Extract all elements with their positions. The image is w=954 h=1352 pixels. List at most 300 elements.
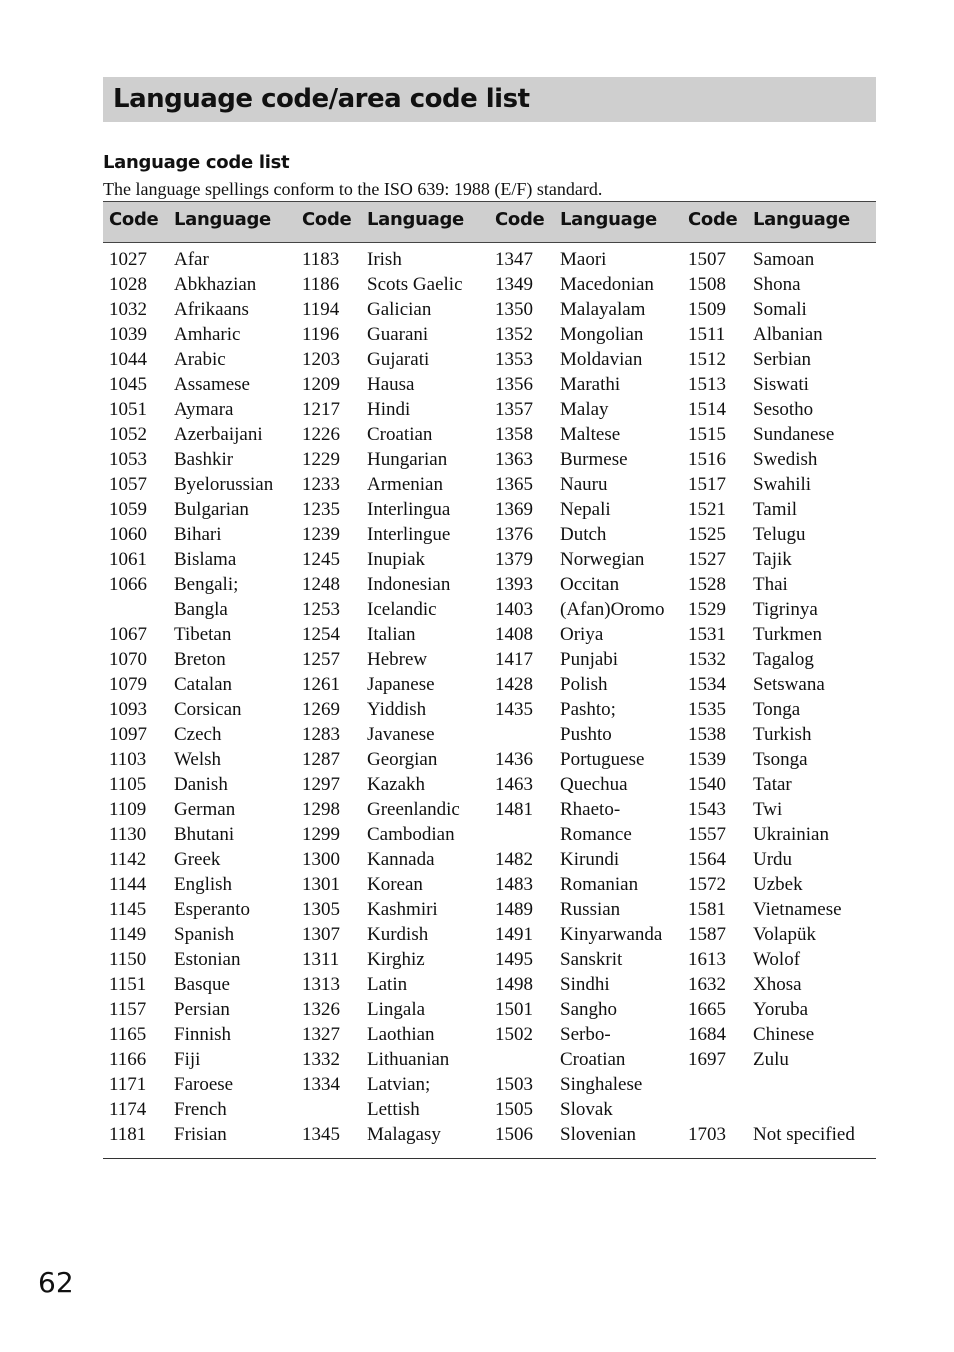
code-cell: 1491 bbox=[495, 924, 533, 945]
code-cell: 1501 bbox=[495, 999, 533, 1020]
code-cell: 1463 bbox=[495, 774, 533, 795]
language-cell: Hungarian bbox=[367, 449, 448, 470]
code-cell: 1044 bbox=[109, 349, 147, 370]
table-row bbox=[103, 297, 876, 322]
table-row bbox=[103, 672, 876, 697]
language-cell: Burmese bbox=[560, 449, 628, 470]
language-cell: Croatian bbox=[367, 424, 433, 445]
code-cell: 1144 bbox=[109, 874, 147, 895]
language-cell: Kirghiz bbox=[367, 949, 425, 970]
table-row bbox=[103, 647, 876, 672]
code-cell: 1376 bbox=[495, 524, 533, 545]
language-cell: Lithuanian bbox=[367, 1049, 450, 1070]
code-cell: 1327 bbox=[302, 1024, 340, 1045]
language-cell: Interlingua bbox=[367, 499, 451, 520]
code-cell: 1684 bbox=[688, 1024, 726, 1045]
code-cell: 1332 bbox=[302, 1049, 340, 1070]
table-row bbox=[103, 547, 876, 572]
code-cell: 1436 bbox=[495, 749, 533, 770]
language-cell: Wolof bbox=[753, 949, 801, 970]
language-cell: Thai bbox=[753, 574, 788, 595]
language-cell: Xhosa bbox=[753, 974, 802, 995]
table-row bbox=[103, 322, 876, 347]
code-cell: 1345 bbox=[302, 1124, 340, 1145]
language-cell: Welsh bbox=[174, 749, 222, 770]
language-cell: Swedish bbox=[753, 449, 818, 470]
code-cell: 1157 bbox=[109, 999, 147, 1020]
code-cell: 1196 bbox=[302, 324, 340, 345]
table-row bbox=[103, 922, 876, 947]
code-cell: 1326 bbox=[302, 999, 340, 1020]
language-cell: Corsican bbox=[174, 699, 242, 720]
code-cell: 1538 bbox=[688, 724, 726, 745]
language-cell: Kurdish bbox=[367, 924, 429, 945]
code-cell: 1357 bbox=[495, 399, 533, 420]
language-cell: Frisian bbox=[174, 1124, 227, 1145]
code-cell: 1540 bbox=[688, 774, 726, 795]
code-cell: 1283 bbox=[302, 724, 340, 745]
code-cell: 1489 bbox=[495, 899, 533, 920]
table-row bbox=[103, 1072, 876, 1097]
code-cell: 1483 bbox=[495, 874, 533, 895]
code-cell: 1070 bbox=[109, 649, 147, 670]
language-cell: Galician bbox=[367, 299, 432, 320]
header-language: Language bbox=[174, 209, 271, 230]
table-row bbox=[103, 822, 876, 847]
language-cell: Swahili bbox=[753, 474, 812, 495]
code-cell: 1269 bbox=[302, 699, 340, 720]
language-cell: Vietnamese bbox=[753, 899, 842, 920]
language-cell: Punjabi bbox=[560, 649, 619, 670]
code-cell: 1239 bbox=[302, 524, 340, 545]
code-cell: 1300 bbox=[302, 849, 340, 870]
code-cell: 1203 bbox=[302, 349, 340, 370]
language-cell: Malay bbox=[560, 399, 609, 420]
language-cell: Persian bbox=[174, 999, 230, 1020]
code-cell: 1564 bbox=[688, 849, 726, 870]
language-cell: Kazakh bbox=[367, 774, 426, 795]
code-cell: 1103 bbox=[109, 749, 147, 770]
language-cell: Albanian bbox=[753, 324, 823, 345]
code-cell: 1181 bbox=[109, 1124, 147, 1145]
language-cell: English bbox=[174, 874, 233, 895]
code-cell: 1059 bbox=[109, 499, 147, 520]
language-cell: Gujarati bbox=[367, 349, 430, 370]
language-cell: French bbox=[174, 1099, 227, 1120]
code-cell: 1183 bbox=[302, 249, 340, 270]
code-cell: 1697 bbox=[688, 1049, 726, 1070]
language-cell: Telugu bbox=[753, 524, 806, 545]
code-cell: 1482 bbox=[495, 849, 533, 870]
code-cell: 1248 bbox=[302, 574, 340, 595]
code-cell: 1311 bbox=[302, 949, 340, 970]
table-row bbox=[103, 897, 876, 922]
code-cell: 1061 bbox=[109, 549, 147, 570]
code-cell: 1403 bbox=[495, 599, 533, 620]
code-cell: 1298 bbox=[302, 799, 340, 820]
language-cell: Pushto bbox=[560, 724, 612, 745]
table-row bbox=[103, 347, 876, 372]
language-cell: Bhutani bbox=[174, 824, 235, 845]
code-cell: 1313 bbox=[302, 974, 340, 995]
language-cell: Bengali; bbox=[174, 574, 239, 595]
code-cell: 1297 bbox=[302, 774, 340, 795]
language-cell: Kashmiri bbox=[367, 899, 438, 920]
table-row bbox=[103, 272, 876, 297]
table-row bbox=[103, 572, 876, 597]
language-cell: Not specified bbox=[753, 1124, 855, 1145]
language-cell: Spanish bbox=[174, 924, 235, 945]
table-row bbox=[103, 497, 876, 522]
table-row bbox=[103, 1097, 876, 1122]
language-cell: Georgian bbox=[367, 749, 438, 770]
language-cell: German bbox=[174, 799, 236, 820]
code-cell: 1093 bbox=[109, 699, 147, 720]
language-cell: Assamese bbox=[174, 374, 250, 395]
language-cell: Serbian bbox=[753, 349, 812, 370]
language-cell: Slovenian bbox=[560, 1124, 636, 1145]
language-code-table bbox=[103, 201, 876, 1159]
code-cell: 1067 bbox=[109, 624, 147, 645]
language-cell: Sangho bbox=[560, 999, 617, 1020]
code-cell: 1060 bbox=[109, 524, 147, 545]
table-row bbox=[103, 447, 876, 472]
code-cell: 1057 bbox=[109, 474, 147, 495]
code-cell: 1365 bbox=[495, 474, 533, 495]
language-cell: Tamil bbox=[753, 499, 798, 520]
code-cell: 1508 bbox=[688, 274, 726, 295]
language-cell: Croatian bbox=[560, 1049, 626, 1070]
table-row bbox=[103, 522, 876, 547]
code-cell: 1356 bbox=[495, 374, 533, 395]
code-cell: 1299 bbox=[302, 824, 340, 845]
title-bar bbox=[103, 77, 876, 122]
language-cell: Turkmen bbox=[753, 624, 822, 645]
language-cell: Serbo- bbox=[560, 1024, 611, 1045]
language-cell: Estonian bbox=[174, 949, 241, 970]
language-cell: Arabic bbox=[174, 349, 226, 370]
language-cell: Bislama bbox=[174, 549, 237, 570]
header-code: Code bbox=[495, 209, 545, 230]
language-cell: Rhaeto- bbox=[560, 799, 621, 820]
code-cell: 1581 bbox=[688, 899, 726, 920]
language-cell: Malayalam bbox=[560, 299, 646, 320]
language-cell: Tajik bbox=[753, 549, 792, 570]
code-cell: 1352 bbox=[495, 324, 533, 345]
code-cell: 1428 bbox=[495, 674, 533, 695]
table-row bbox=[103, 472, 876, 497]
table-row bbox=[103, 747, 876, 772]
language-cell: Maltese bbox=[560, 424, 621, 445]
language-cell: Russian bbox=[560, 899, 621, 920]
header-code: Code bbox=[109, 209, 159, 230]
table-row bbox=[103, 247, 876, 272]
table-row bbox=[103, 1022, 876, 1047]
header-language: Language bbox=[560, 209, 657, 230]
language-cell: Catalan bbox=[174, 674, 233, 695]
code-cell: 1334 bbox=[302, 1074, 340, 1095]
table-row bbox=[103, 797, 876, 822]
language-cell: Basque bbox=[174, 974, 230, 995]
language-cell: Romance bbox=[560, 824, 632, 845]
code-cell: 1165 bbox=[109, 1024, 147, 1045]
code-cell: 1079 bbox=[109, 674, 147, 695]
code-cell: 1194 bbox=[302, 299, 340, 320]
language-cell: (Afan)Oromo bbox=[560, 599, 665, 620]
language-cell: Occitan bbox=[560, 574, 620, 595]
language-cell: Yiddish bbox=[367, 699, 427, 720]
section-title: Language code list bbox=[103, 152, 290, 173]
code-cell: 1229 bbox=[302, 449, 340, 470]
code-cell: 1051 bbox=[109, 399, 147, 420]
code-cell: 1512 bbox=[688, 349, 726, 370]
language-cell: Korean bbox=[367, 874, 423, 895]
language-cell: Interlingue bbox=[367, 524, 451, 545]
code-cell: 1525 bbox=[688, 524, 726, 545]
table-row bbox=[103, 872, 876, 897]
language-cell: Maori bbox=[560, 249, 607, 270]
language-cell: Breton bbox=[174, 649, 226, 670]
code-cell: 1217 bbox=[302, 399, 340, 420]
code-cell: 1039 bbox=[109, 324, 147, 345]
code-cell: 1174 bbox=[109, 1099, 147, 1120]
code-cell: 1032 bbox=[109, 299, 147, 320]
code-cell: 1151 bbox=[109, 974, 147, 995]
language-cell: Azerbaijani bbox=[174, 424, 263, 445]
language-cell: Bihari bbox=[174, 524, 222, 545]
code-cell: 1514 bbox=[688, 399, 726, 420]
code-cell: 1516 bbox=[688, 449, 726, 470]
code-cell: 1379 bbox=[495, 549, 533, 570]
code-cell: 1254 bbox=[302, 624, 340, 645]
language-cell: Esperanto bbox=[174, 899, 250, 920]
code-cell: 1532 bbox=[688, 649, 726, 670]
code-cell: 1517 bbox=[688, 474, 726, 495]
language-cell: Hausa bbox=[367, 374, 415, 395]
language-cell: Siswati bbox=[753, 374, 809, 395]
language-cell: Tatar bbox=[753, 774, 792, 795]
code-cell: 1363 bbox=[495, 449, 533, 470]
code-cell: 1506 bbox=[495, 1124, 533, 1145]
language-cell: Sindhi bbox=[560, 974, 610, 995]
language-cell: Norwegian bbox=[560, 549, 645, 570]
code-cell: 1350 bbox=[495, 299, 533, 320]
language-cell: Tagalog bbox=[753, 649, 814, 670]
code-cell: 1535 bbox=[688, 699, 726, 720]
code-cell: 1495 bbox=[495, 949, 533, 970]
code-cell: 1287 bbox=[302, 749, 340, 770]
code-cell: 1349 bbox=[495, 274, 533, 295]
language-cell: Afrikaans bbox=[174, 299, 249, 320]
language-cell: Abkhazian bbox=[174, 274, 257, 295]
table-row bbox=[103, 422, 876, 447]
language-cell: Twi bbox=[753, 799, 783, 820]
code-cell: 1307 bbox=[302, 924, 340, 945]
code-cell: 1052 bbox=[109, 424, 147, 445]
language-cell: Oriya bbox=[560, 624, 604, 645]
language-cell: Uzbek bbox=[753, 874, 803, 895]
language-cell: Shona bbox=[753, 274, 801, 295]
code-cell: 1053 bbox=[109, 449, 147, 470]
code-cell: 1028 bbox=[109, 274, 147, 295]
code-cell: 1109 bbox=[109, 799, 147, 820]
language-cell: Italian bbox=[367, 624, 416, 645]
code-cell: 1543 bbox=[688, 799, 726, 820]
language-cell: Armenian bbox=[367, 474, 443, 495]
language-cell: Zulu bbox=[753, 1049, 789, 1070]
language-cell: Nepali bbox=[560, 499, 611, 520]
code-cell: 1572 bbox=[688, 874, 726, 895]
language-cell: Moldavian bbox=[560, 349, 643, 370]
language-cell: Tonga bbox=[753, 699, 801, 720]
table-row bbox=[103, 622, 876, 647]
header-code: Code bbox=[302, 209, 352, 230]
code-cell: 1408 bbox=[495, 624, 533, 645]
language-cell: Hindi bbox=[367, 399, 411, 420]
code-cell: 1097 bbox=[109, 724, 147, 745]
language-cell: Chinese bbox=[753, 1024, 815, 1045]
header-code: Code bbox=[688, 209, 738, 230]
language-cell: Tsonga bbox=[753, 749, 808, 770]
code-cell: 1166 bbox=[109, 1049, 147, 1070]
code-cell: 1045 bbox=[109, 374, 147, 395]
code-cell: 1529 bbox=[688, 599, 726, 620]
language-cell: Bangla bbox=[174, 599, 228, 620]
table-row bbox=[103, 997, 876, 1022]
table-row bbox=[103, 847, 876, 872]
language-cell: Icelandic bbox=[367, 599, 437, 620]
language-cell: Finnish bbox=[174, 1024, 232, 1045]
header-language: Language bbox=[367, 209, 464, 230]
language-cell: Singhalese bbox=[560, 1074, 643, 1095]
code-cell: 1027 bbox=[109, 249, 147, 270]
language-cell: Afar bbox=[174, 249, 209, 270]
language-cell: Quechua bbox=[560, 774, 628, 795]
language-cell: Somali bbox=[753, 299, 807, 320]
code-cell: 1353 bbox=[495, 349, 533, 370]
code-cell: 1665 bbox=[688, 999, 726, 1020]
language-cell: Turkish bbox=[753, 724, 812, 745]
code-cell: 1521 bbox=[688, 499, 726, 520]
code-cell: 1513 bbox=[688, 374, 726, 395]
table-bottom-rule bbox=[103, 1158, 876, 1159]
intro-text: The language spellings conform to the ISO 639: 1988 (E/F) standard. bbox=[103, 179, 603, 199]
language-cell: Javanese bbox=[367, 724, 435, 745]
language-cell: Sesotho bbox=[753, 399, 814, 420]
page-number: 62 bbox=[38, 1266, 74, 1299]
code-cell: 1505 bbox=[495, 1099, 533, 1120]
code-cell: 1130 bbox=[109, 824, 147, 845]
language-cell: Sanskrit bbox=[560, 949, 623, 970]
code-cell: 1105 bbox=[109, 774, 147, 795]
language-cell: Macedonian bbox=[560, 274, 654, 295]
code-cell: 1557 bbox=[688, 824, 726, 845]
code-cell: 1527 bbox=[688, 549, 726, 570]
header-language: Language bbox=[753, 209, 850, 230]
table-row bbox=[103, 397, 876, 422]
language-cell: Irish bbox=[367, 249, 402, 270]
language-cell: Polish bbox=[560, 674, 608, 695]
code-cell: 1261 bbox=[302, 674, 340, 695]
code-cell: 1498 bbox=[495, 974, 533, 995]
language-cell: Mongolian bbox=[560, 324, 644, 345]
code-cell: 1511 bbox=[688, 324, 726, 345]
language-cell: Japanese bbox=[367, 674, 435, 695]
code-cell: 1528 bbox=[688, 574, 726, 595]
language-cell: Tibetan bbox=[174, 624, 232, 645]
code-cell: 1393 bbox=[495, 574, 533, 595]
table-row bbox=[103, 697, 876, 722]
language-cell: Malagasy bbox=[367, 1124, 441, 1145]
language-cell: Laothian bbox=[367, 1024, 435, 1045]
language-cell: Indonesian bbox=[367, 574, 451, 595]
language-cell: Amharic bbox=[174, 324, 241, 345]
code-cell: 1253 bbox=[302, 599, 340, 620]
code-cell: 1209 bbox=[302, 374, 340, 395]
language-cell: Lingala bbox=[367, 999, 426, 1020]
code-cell: 1186 bbox=[302, 274, 340, 295]
code-cell: 1245 bbox=[302, 549, 340, 570]
code-cell: 1502 bbox=[495, 1024, 533, 1045]
language-cell: Pashto; bbox=[560, 699, 616, 720]
code-cell: 1632 bbox=[688, 974, 726, 995]
language-cell: Guarani bbox=[367, 324, 429, 345]
language-cell: Hebrew bbox=[367, 649, 428, 670]
code-cell: 1703 bbox=[688, 1124, 726, 1145]
language-cell: Sundanese bbox=[753, 424, 835, 445]
table-row bbox=[103, 772, 876, 797]
code-cell: 1539 bbox=[688, 749, 726, 770]
language-cell: Aymara bbox=[174, 399, 234, 420]
table-header bbox=[103, 201, 876, 243]
code-cell: 1534 bbox=[688, 674, 726, 695]
language-cell: Faroese bbox=[174, 1074, 234, 1095]
code-cell: 1257 bbox=[302, 649, 340, 670]
table-row bbox=[103, 947, 876, 972]
code-cell: 1171 bbox=[109, 1074, 147, 1095]
language-cell: Danish bbox=[174, 774, 228, 795]
code-cell: 1481 bbox=[495, 799, 533, 820]
language-cell: Slovak bbox=[560, 1099, 613, 1120]
language-cell: Ukrainian bbox=[753, 824, 829, 845]
code-cell: 1613 bbox=[688, 949, 726, 970]
code-cell: 1515 bbox=[688, 424, 726, 445]
table-row bbox=[103, 372, 876, 397]
table-body bbox=[103, 247, 876, 1147]
code-cell: 1347 bbox=[495, 249, 533, 270]
table-row bbox=[103, 597, 876, 622]
language-cell: Czech bbox=[174, 724, 222, 745]
code-cell: 1509 bbox=[688, 299, 726, 320]
language-cell: Latvian; bbox=[367, 1074, 431, 1095]
code-cell: 1305 bbox=[302, 899, 340, 920]
language-cell: Greenlandic bbox=[367, 799, 460, 820]
code-cell: 1417 bbox=[495, 649, 533, 670]
code-cell: 1531 bbox=[688, 624, 726, 645]
table-row bbox=[103, 972, 876, 997]
language-cell: Byelorussian bbox=[174, 474, 274, 495]
language-cell: Nauru bbox=[560, 474, 608, 495]
language-cell: Portuguese bbox=[560, 749, 645, 770]
table-row bbox=[103, 722, 876, 747]
table-row bbox=[103, 1047, 876, 1072]
language-cell: Inupiak bbox=[367, 549, 426, 570]
language-cell: Tigrinya bbox=[753, 599, 818, 620]
code-cell: 1066 bbox=[109, 574, 147, 595]
language-cell: Scots Gaelic bbox=[367, 274, 463, 295]
code-cell: 1587 bbox=[688, 924, 726, 945]
language-cell: Latin bbox=[367, 974, 408, 995]
